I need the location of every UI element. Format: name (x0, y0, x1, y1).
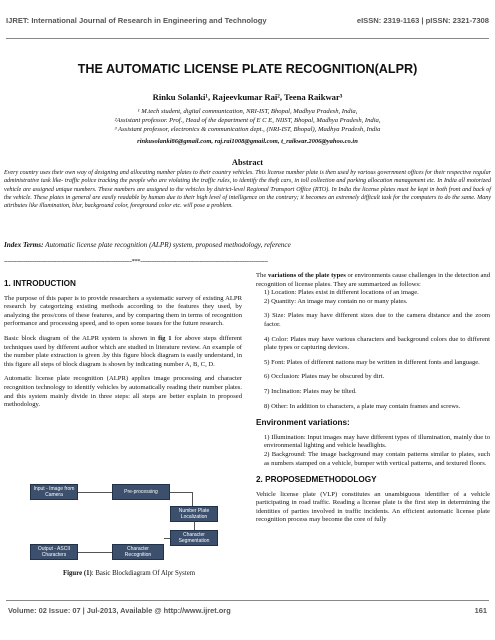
intro-paragraph-2 (4, 335, 242, 369)
variations-intro-start: The (256, 272, 268, 279)
arrow-1 (78, 492, 112, 493)
methodology-heading: 2. PROPOSEDMETHODOLOGY (256, 475, 377, 485)
arrow-6 (78, 552, 112, 553)
affiliation-2: ²Assistant professor. Prof., Head of the department of E C E, NIIST, Bhopal, Madhya Pradesh, India, (114, 117, 381, 124)
variation-item: 5) Font: Plates of different nations may be written in different fonts and language. (264, 358, 480, 366)
index-terms-label: Index Terms: (4, 241, 44, 249)
fig-reference: fig 1 (158, 334, 172, 342)
left-column (4, 280, 242, 416)
intro-paragraph-1: The purpose of this paper is to provide researchers a systematic survey of existing ALPR research by categorizing existing methods according to the features they used, by analyzing the pros/cons of these features, and by comparing them in terms of recognition performance and processing speed, and to open some issues for the future research. (4, 294, 242, 328)
index-terms-text: Automatic license plate recognition (ALPR) system, proposed methodology, reference (45, 241, 291, 249)
footer-volume: Volume: 02 Issue: 07 | Jul-2013, Available @ http://www.ijret.org (8, 606, 231, 615)
caption-label: Figure (1) (62, 570, 92, 577)
authors: Rinku Solanki¹, Rajeevkumar Rai², Teena Raikwar³ (152, 92, 343, 102)
issn: eISSN: 2319-1163 | pISSN: 2321-7308 (356, 16, 489, 25)
intro-p2-rest: for above steps different techniques used by different author which are studied in literature review. An example of the number plate extraction is given .by this figure block diagram is easily understand, in this figure all steps of block diagram is shown by indicating number A, B, C, D. (4, 334, 242, 368)
variations-intro (256, 272, 490, 289)
box-output: Output - ASCII Characters (30, 544, 78, 560)
footer-rule (6, 600, 489, 601)
author-emails: rinkusolanki86@gmail.com, raj.rai1008@gmail.com, t_raikwar.2006@yahoo.co.in (137, 138, 358, 145)
caption-text: : Basic Blockdiagram Of Alpr System (91, 570, 196, 577)
box-preprocessing: Pre-processing (112, 484, 170, 500)
intro-heading: 1. INTRODUCTION (4, 279, 76, 288)
header-rule (6, 38, 489, 39)
page-number: 161 (474, 606, 487, 615)
box-recognition: Character Recognition (112, 544, 164, 560)
variations-intro-rest: or environments cause challenges in the detection and recognition of license plates. They are summarized as follows: (256, 272, 490, 288)
right-column (256, 272, 490, 531)
footer (8, 606, 487, 615)
variation-item: 8) Other: In addition to characters, a plate may contain frames and screws. (264, 402, 461, 410)
paper-title: THE AUTOMATIC LICENSE PLATE RECOGNITION(ALPR) (77, 62, 418, 76)
intro-paragraph-3: Automatic license plate recognition (ALPR) applies image processing and character recognition technology to identify vehicles by automatically reading their number plates. and this system mainly divide in three steps: all steps are better explain in proposed methodology. (4, 375, 242, 409)
intro-p2-start: Basic block diagram of the ALPR system is shown in (4, 334, 159, 342)
index-terms (4, 241, 491, 249)
variations-emphasis: variations of the plate types (267, 272, 346, 279)
running-header (6, 16, 489, 25)
variation-item: 2) Quantity: An image may contain no or many plates. (264, 297, 408, 305)
journal-name: IJRET: International Journal of Research in Engineering and Technology (6, 16, 267, 25)
section-separator: -----------------------------------------------------------------------***----------------------------------------------------------------------- (4, 258, 268, 265)
figure-caption (34, 570, 224, 577)
block-diagram (30, 480, 230, 564)
arrow-5 (164, 538, 170, 539)
box-input: Input - Image from Camera (30, 484, 78, 500)
variation-item: 3) Size: Plates may have different sizes due to the camera distance and the zoom factor. (264, 312, 490, 328)
environment-item: 2) Background: The image background may contain patterns similar to plates, such as numbers stamped on a vehicle, bumper with vertical patterns, and textured floors. (264, 450, 490, 467)
affiliation-1: ¹ M.tech student, digital communication, NRI-IST, Bhopal, Madhya Pradesh, India, (137, 108, 358, 115)
abstract-heading: Abstract (231, 158, 264, 167)
box-localization: Number Plate Localization (170, 506, 218, 522)
arrow-4 (194, 522, 195, 530)
environment-heading: Environment variations: (256, 418, 350, 428)
methodology-text: Vehicle license plate (VLP) constitutes an unambiguous identifier of a vehicle participating in road traffic. Reading a license plate is the first step in determining the identities of parties involved in traffic incidents. An efficient automatic license plate recognition process may become the core of fully (256, 490, 490, 524)
variation-item: 7) Inclination: Plates may be tilted. (264, 387, 357, 395)
arrow-3 (192, 492, 193, 506)
variation-item: 1) Location: Plates exist in different locations of an image. (264, 289, 419, 297)
arrow-2 (170, 492, 192, 493)
abstract-text: Every country uses their own way of designing and allocating number plates to their country vehicles. This license number plate is then used by various government offices for their respective regular administrative task like- traffic police tracking the people who are violating the traffic rules, to identify the theft cars, in toll collection and parking allocation management etc. In India all motorized vehicle are assigned unique numbers. These numbers are assigned to the vehicles by district-level Regional Transport Office (RTO). In India the license plates must be kept in both front and back of the vehicle. These plates in general are easily readable by human due to their high level of intelligence on the contrary; it becomes an extremely difficult task for the computers to do the same. Many attributes like illumination, blur, background color, foreground color etc. will pose a problem. (4, 170, 491, 210)
variation-item: 4) Color: Plates may have various characters and background colors due to different plate types or capturing devices. (264, 335, 490, 352)
environment-item: 1) Illumination: Input images may have different types of illumination, mainly due to environmental lighting and vehicle headlights. (264, 433, 490, 450)
affiliation-3: ³ Assistant professor, electronics & communication dept., (NRI-IST, Bhopal), Madhya Pradesh, India (114, 126, 381, 133)
variation-item: 6) Occlusion: Plates may be obscured by dirt. (264, 373, 385, 381)
box-segmentation: Character Segmentation (170, 530, 218, 546)
